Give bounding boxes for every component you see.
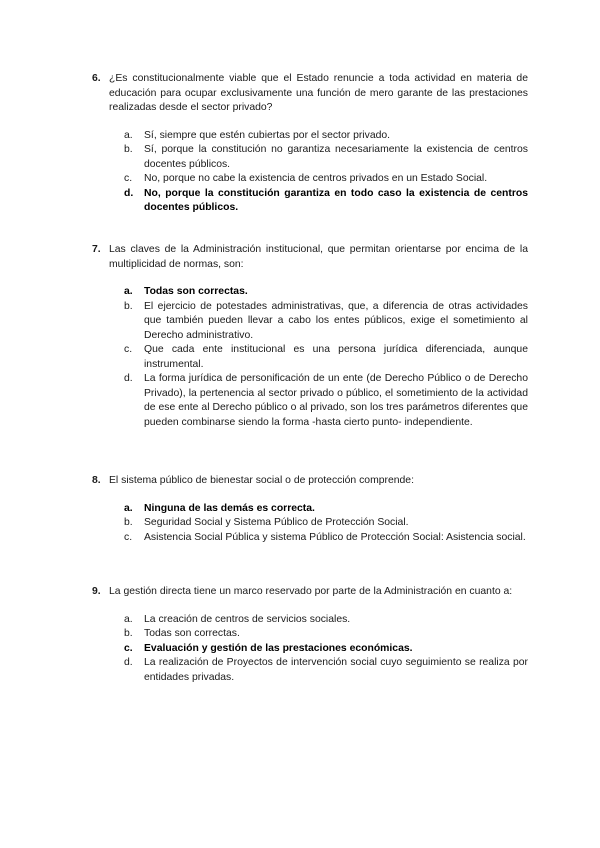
question-number: 9. bbox=[92, 586, 101, 597]
option-letter: b. bbox=[124, 628, 133, 639]
option-letter: b. bbox=[124, 517, 133, 528]
question-9 bbox=[92, 585, 528, 685]
option bbox=[124, 343, 528, 372]
option-text: Todas son correctas. bbox=[144, 286, 248, 297]
option bbox=[124, 613, 528, 628]
option bbox=[124, 656, 528, 685]
option-letter: c. bbox=[124, 173, 133, 184]
option bbox=[124, 143, 528, 172]
question-number: 6. bbox=[92, 73, 101, 84]
option-text: No, porque la constitución garantiza en todo caso la existencia de centros docentes públicos. bbox=[144, 187, 528, 213]
option-text: La creación de centros de servicios sociales. bbox=[144, 613, 351, 625]
option-letter: c. bbox=[124, 344, 133, 355]
option-letter: b. bbox=[124, 144, 133, 155]
option-letter: d. bbox=[124, 657, 133, 668]
option-letter: c. bbox=[124, 642, 133, 654]
question-text: La gestión directa tiene un marco reservado por parte de la Administración en cuanto a: bbox=[109, 586, 513, 597]
option-list bbox=[92, 502, 528, 546]
option-correct bbox=[124, 642, 528, 657]
option-text: Sí, porque la constitución no garantiza necesariamente la existencia de centros docentes públicos. bbox=[144, 144, 528, 170]
question-stem bbox=[92, 585, 528, 600]
option-correct bbox=[124, 502, 528, 517]
option-text: Todas son correctas. bbox=[144, 628, 240, 639]
option-correct bbox=[124, 285, 528, 300]
option-text: La forma jurídica de personificación de un ente (de Derecho Público o de Derecho Privado), la pertenencia al sector privado o público, el sometimiento de la actividad de ese ente al Derecho público o al privado, son los tres parámetros diferentes que pueden combinarse siendo la forma -hasta cierto punto- independiente. bbox=[144, 373, 528, 428]
question-7 bbox=[92, 243, 528, 430]
option bbox=[124, 627, 528, 642]
option-text: Sí, siempre que estén cubiertas por el sector privado. bbox=[144, 129, 391, 141]
option-letter: a. bbox=[124, 502, 133, 514]
option bbox=[124, 516, 528, 531]
option-list bbox=[92, 285, 528, 430]
option-letter: a. bbox=[124, 129, 133, 141]
option-letter: a. bbox=[124, 613, 133, 625]
option-correct bbox=[124, 187, 528, 216]
option-letter: a. bbox=[124, 286, 133, 297]
option-list bbox=[92, 613, 528, 686]
option-text: Que cada ente institucional es una persona jurídica diferenciada, aunque instrumental. bbox=[144, 344, 528, 370]
option-list bbox=[92, 129, 528, 216]
option-letter: b. bbox=[124, 300, 133, 312]
option-text: Evaluación y gestión de las prestaciones económicas. bbox=[144, 642, 413, 654]
question-text: ¿Es constitucionalmente viable que el Estado renuncie a toda actividad en materia de educación para ocupar exclusivamente una función de mero garante de las prestaciones realizadas desde el sector privado? bbox=[109, 73, 528, 113]
option bbox=[124, 372, 528, 430]
question-text: Las claves de la Administración institucional, que permitan orientarse por encima de la multiplicidad de normas, son: bbox=[109, 244, 528, 270]
option-text: Asistencia Social Pública y sistema Público de Protección Social: Asistencia social. bbox=[144, 531, 526, 543]
option-text: Seguridad Social y Sistema Público de Protección Social. bbox=[144, 517, 409, 528]
question-stem bbox=[92, 243, 528, 272]
option-letter: d. bbox=[124, 373, 133, 384]
option bbox=[124, 129, 528, 144]
question-stem bbox=[92, 474, 528, 489]
question-6 bbox=[92, 72, 528, 216]
question-text: El sistema público de bienestar social o de protección comprende: bbox=[109, 475, 414, 486]
option-text: El ejercicio de potestades administrativas, que, a diferencia de otras actividades que también pueden llevar a cabo los entes públicos, exige el sometimiento al Derecho administrativo. bbox=[144, 300, 528, 341]
option-letter: c. bbox=[124, 531, 133, 543]
option-text: Ninguna de las demás es correcta. bbox=[144, 502, 315, 514]
question-stem bbox=[92, 72, 528, 116]
option bbox=[124, 531, 528, 546]
question-number: 8. bbox=[92, 475, 101, 486]
question-number: 7. bbox=[92, 244, 101, 255]
option-text: No, porque no cabe la existencia de centros privados en un Estado Social. bbox=[144, 173, 488, 184]
question-8 bbox=[92, 474, 528, 545]
option bbox=[124, 300, 528, 344]
option-letter: d. bbox=[124, 187, 134, 199]
option-text: La realización de Proyectos de intervención social cuyo seguimiento se realiza por entidades privadas. bbox=[144, 657, 528, 683]
option bbox=[124, 172, 528, 187]
